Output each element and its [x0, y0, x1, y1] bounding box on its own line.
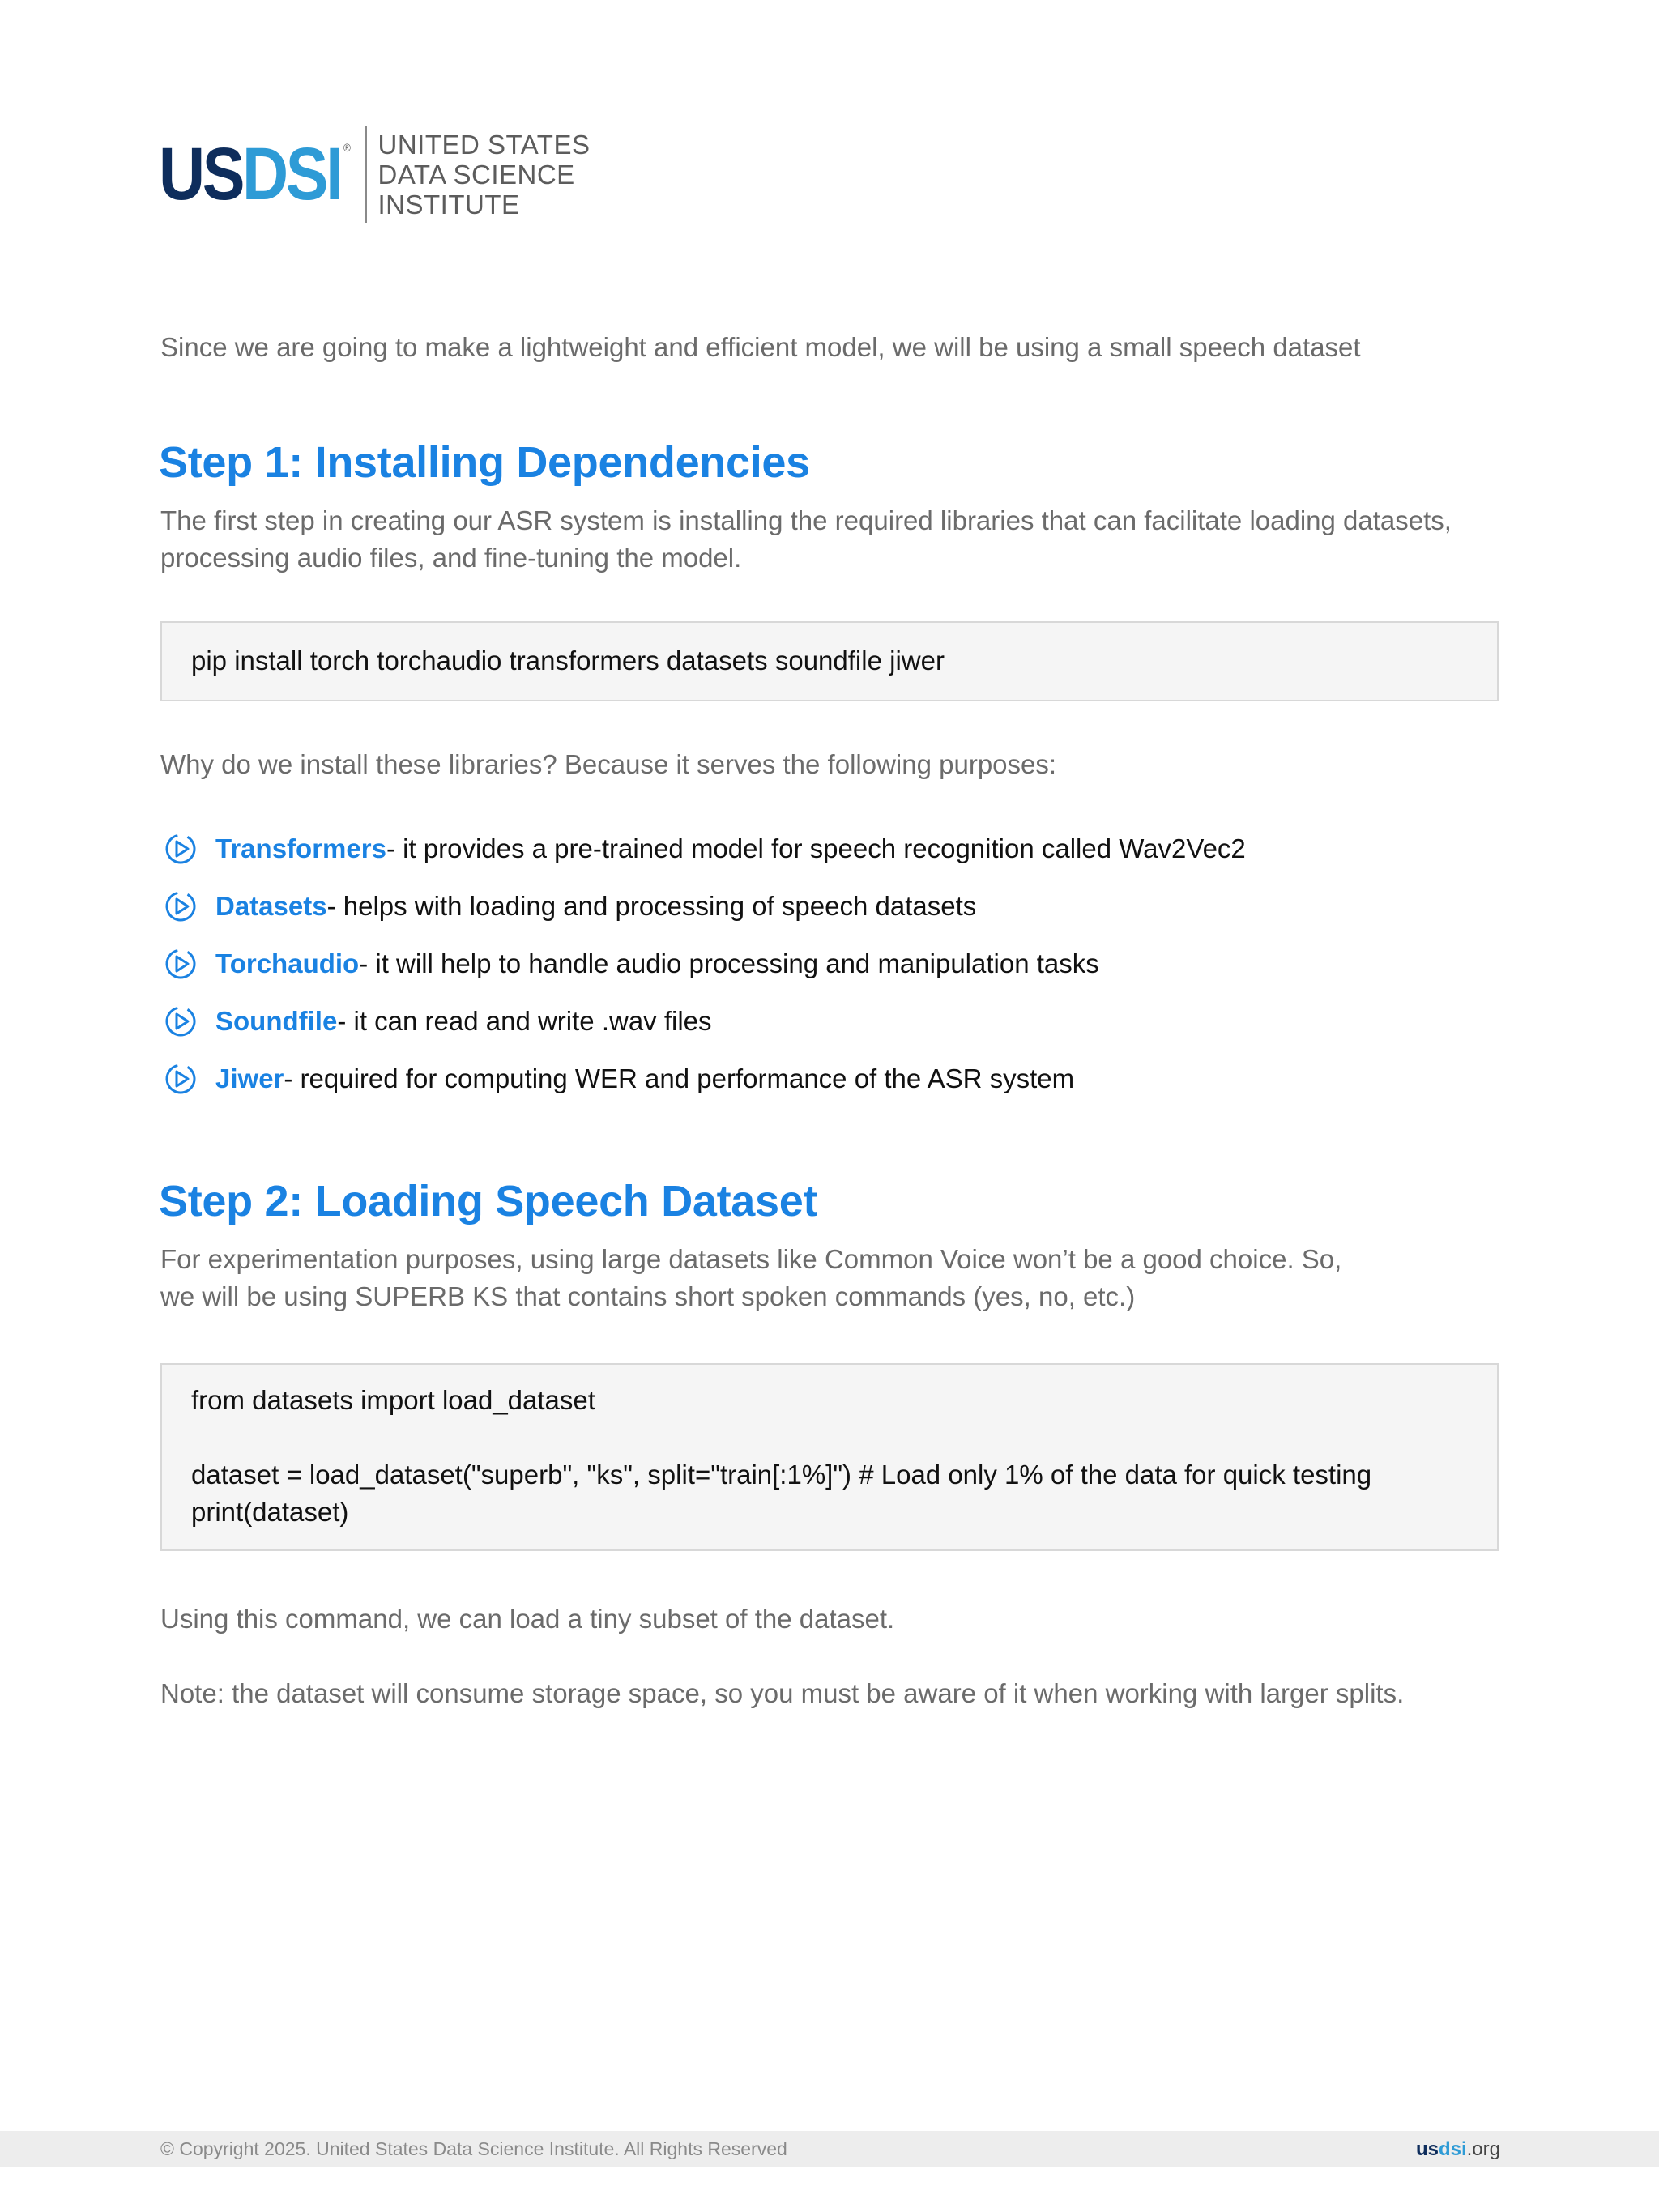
- code-line: print(dataset): [191, 1497, 349, 1527]
- site-org: .org: [1466, 2138, 1500, 2160]
- step2-description-line: we will be using SUPERB KS that contains short spoken commands (yes, no, etc.): [160, 1281, 1136, 1311]
- code-line: pip install torch torchaudio transformers datasets soundfile jiwer: [191, 646, 945, 676]
- step1-heading: Step 1: Installing Dependencies: [159, 438, 810, 487]
- bullet-text: - it can read and write .wav files: [337, 1005, 712, 1036]
- step1-description-line: The first step in creating our ASR system is installing the required libraries that can facilitate loading datasets,: [160, 505, 1452, 535]
- bullet-term: Jiwer: [215, 1063, 284, 1093]
- bullet-text: - required for computing WER and performance of the ASR system: [284, 1063, 1075, 1093]
- list-item: [164, 820, 1246, 877]
- logo-mark-dsi: DSI: [242, 133, 341, 215]
- logo-mark-us: US: [159, 133, 243, 215]
- logo-text-line: UNITED STATES: [377, 129, 591, 160]
- play-circle-icon: [164, 1004, 198, 1038]
- footer-site-link[interactable]: [1416, 2131, 1500, 2167]
- bullet-text: - it will help to handle audio processing and manipulation tasks: [359, 948, 1099, 978]
- bullet-text: - helps with loading and processing of speech datasets: [326, 890, 977, 921]
- play-circle-icon: [164, 832, 198, 866]
- play-circle-icon: [164, 889, 198, 923]
- note-paragraph: Note: the dataset will consume storage space, so you must be aware of it when working with larger splits.: [160, 1678, 1405, 1708]
- page-footer: [0, 2131, 1659, 2167]
- list-item: [164, 877, 1246, 935]
- list-item: [164, 935, 1246, 992]
- list-item: [164, 992, 1246, 1050]
- library-list: [164, 820, 1246, 1107]
- site-dsi: dsi: [1438, 2138, 1467, 2160]
- step1-description: [160, 502, 1452, 577]
- footer-copyright: © Copyright 2025. United States Data Science Institute. All Rights Reserved: [160, 2138, 787, 2159]
- bullet-term: Soundfile: [215, 1005, 338, 1036]
- play-circle-icon: [164, 947, 198, 981]
- logo-mark: [159, 133, 351, 215]
- code-line: [191, 1419, 1468, 1456]
- play-circle-icon: [164, 1062, 198, 1096]
- step2-description-line: For experimentation purposes, using large datasets like Common Voice won’t be a good choice. So,: [160, 1244, 1342, 1274]
- step2-description: [160, 1241, 1341, 1315]
- why-paragraph: Why do we install these libraries? Because it serves the following purposes:: [160, 749, 1057, 779]
- logo-text: [378, 130, 591, 219]
- registered-mark: ®: [343, 141, 351, 154]
- usdsi-logo: [159, 126, 590, 223]
- bullet-term: Datasets: [215, 890, 327, 921]
- code-line: from datasets import load_dataset: [191, 1385, 595, 1415]
- logo-text-line: DATA SCIENCE: [377, 159, 575, 190]
- step2-heading: Step 2: Loading Speech Dataset: [159, 1177, 818, 1225]
- list-item: [164, 1050, 1246, 1107]
- after-code-paragraph: Using this command, we can load a tiny subset of the dataset.: [160, 1604, 895, 1634]
- bullet-text: - it provides a pre-trained model for speech recognition called Wav2Vec2: [386, 833, 1246, 863]
- step1-code-block[interactable]: [160, 621, 1499, 701]
- logo-divider: [365, 126, 367, 223]
- step1-description-line: processing audio files, and fine-tuning the model.: [160, 543, 742, 573]
- logo-text-line: INSTITUTE: [377, 189, 520, 219]
- code-line: dataset = load_dataset("superb", "ks", split="train[:1%]") # Load only 1% of the data for quick testing: [191, 1460, 1372, 1490]
- bullet-term: Torchaudio: [215, 948, 360, 978]
- intro-paragraph: Since we are going to make a lightweight and efficient model, we will be using a small speech dataset: [160, 332, 1361, 362]
- bullet-term: Transformers: [215, 833, 386, 863]
- site-us: us: [1415, 2138, 1439, 2160]
- step2-code-block[interactable]: [160, 1363, 1499, 1551]
